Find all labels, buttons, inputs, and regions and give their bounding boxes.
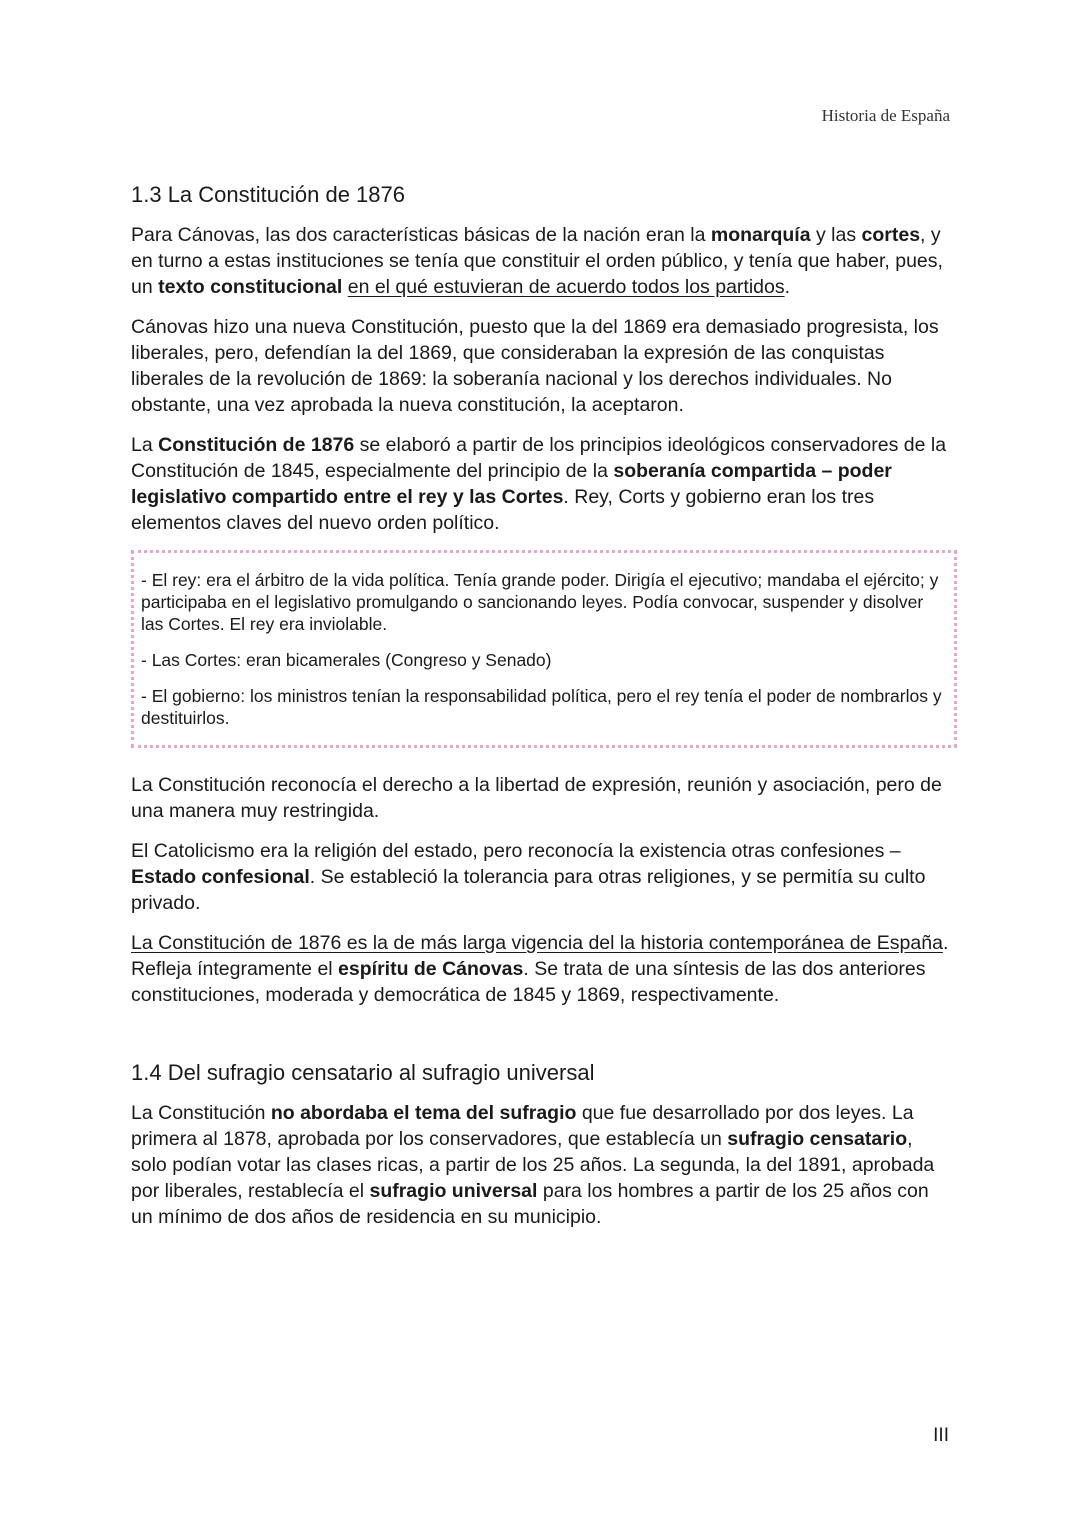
bold-text-run: soberanía compartida – poder legislativo compartido entre el rey y las Cortes (131, 460, 892, 508)
text-run: que fue desarrollado por dos leyes. La primera al 1878, aprobada por los conservadores, que establecía un (131, 1102, 914, 1150)
paragraph-rights (131, 772, 951, 824)
paragraph-sufragio (131, 1100, 951, 1230)
running-header: Historia de España (821, 106, 950, 125)
text-run: . (784, 276, 791, 298)
bold-text-run: monarquía (710, 224, 811, 246)
paragraph-constitution-1876 (131, 432, 951, 536)
text-run: Para Cánovas, las dos características básicas de la nación eran la (131, 224, 711, 246)
text-run: . Refleja íntegramente el (131, 932, 949, 980)
text-run: , solo podían votar las clases ricas, a partir de los 25 años. La segunda, la del 1891, aprobada por liberales, restablecía el (131, 1128, 935, 1202)
text-run: . Rey, Corts y gobierno eran los tres elementos claves del nuevo orden político. (131, 486, 875, 534)
text-run: Cánovas hizo una nueva Constitución, puesto que la del 1869 era demasiado progresista, los liberales, pero, defendían la del 1869, que consideraban la expresión de las conquistas liberales de la revolución de 1869: la soberanía nacional y los derechos individuales. No obstante, una vez aprobada la nueva constitución, la aceptaron. (131, 316, 939, 416)
text-run: La Constitución reconocía el derecho a la libertad de expresión, reunión y asociación, pero de una manera muy restringida. (131, 774, 942, 822)
paragraph-vigencia (131, 930, 951, 1008)
text-run: para los hombres a partir de los 25 años con un mínimo de dos años de residencia en su municipio. (131, 1180, 929, 1228)
bold-text-run: sufragio censatario (727, 1128, 908, 1150)
text-run: El Catolicismo era la religión del estado, pero reconocía la existencia otras confesiones – (131, 840, 901, 862)
page-number: III (933, 1425, 949, 1446)
page-content (131, 182, 951, 1244)
text-run: y las (810, 224, 862, 246)
paragraph-canovas-characteristics (131, 222, 951, 300)
bold-text-run: no abordaba el tema del sufragio (270, 1102, 577, 1124)
bold-text-run: Constitución de 1876 (158, 434, 355, 456)
text-run: La Constitución (131, 1102, 271, 1124)
box-item-gobierno: - El gobierno: los ministros tenían la responsabilidad política, pero el rey tenía el poder de nombrarlos y destituirlos. (141, 686, 942, 728)
bold-text-run: cortes (861, 224, 921, 246)
text-run: se elaboró a partir de los principios ideológicos conservadores de la Constitución de 1845, especialmente del principio de la (131, 434, 947, 482)
section-heading-1-3: 1.3 La Constitución de 1876 (131, 182, 405, 207)
bold-text-run: Estado confesional (131, 866, 310, 888)
text-run: . Se estableció la tolerancia para otras religiones, y se permitía su culto privado. (131, 866, 926, 914)
box-item-cortes: - Las Cortes: eran bicamerales (Congreso y Senado) (141, 650, 552, 670)
paragraph-catholicism (131, 838, 951, 916)
box-item-rey: - El rey: era el árbitro de la vida política. Tenía grande poder. Dirigía el ejecutivo; mandaba el ejército; y participaba en el legislativo promulgando o sancionando leyes. Podía convocar, suspender y disolver las Cortes. El rey era inviolable. (141, 570, 939, 634)
bold-text-run: sufragio universal (369, 1180, 538, 1202)
text-run: La (131, 434, 159, 456)
paragraph-new-constitution (131, 314, 951, 418)
section-1-4 (131, 1060, 951, 1230)
section-heading-1-4: 1.4 Del sufragio censatario al sufragio universal (131, 1060, 595, 1085)
political-elements-box (131, 550, 957, 748)
bold-text-run: espíritu de Cánovas (338, 958, 524, 980)
bold-text-run: texto constitucional (158, 276, 343, 298)
underlined-text-run: La Constitución de 1876 es la de más larga vigencia del la historia contemporánea de España (131, 932, 943, 954)
underlined-text-run: en el qué estuvieran de acuerdo todos los partidos (347, 276, 785, 298)
text-run: , y en turno a estas instituciones se tenía que constituir el orden público, y tenía que haber, pues, un (131, 224, 943, 298)
text-run: . Se trata de una síntesis de las dos anteriores constituciones, moderada y democrática de 1845 y 1869, respectivamente. (131, 958, 926, 1006)
